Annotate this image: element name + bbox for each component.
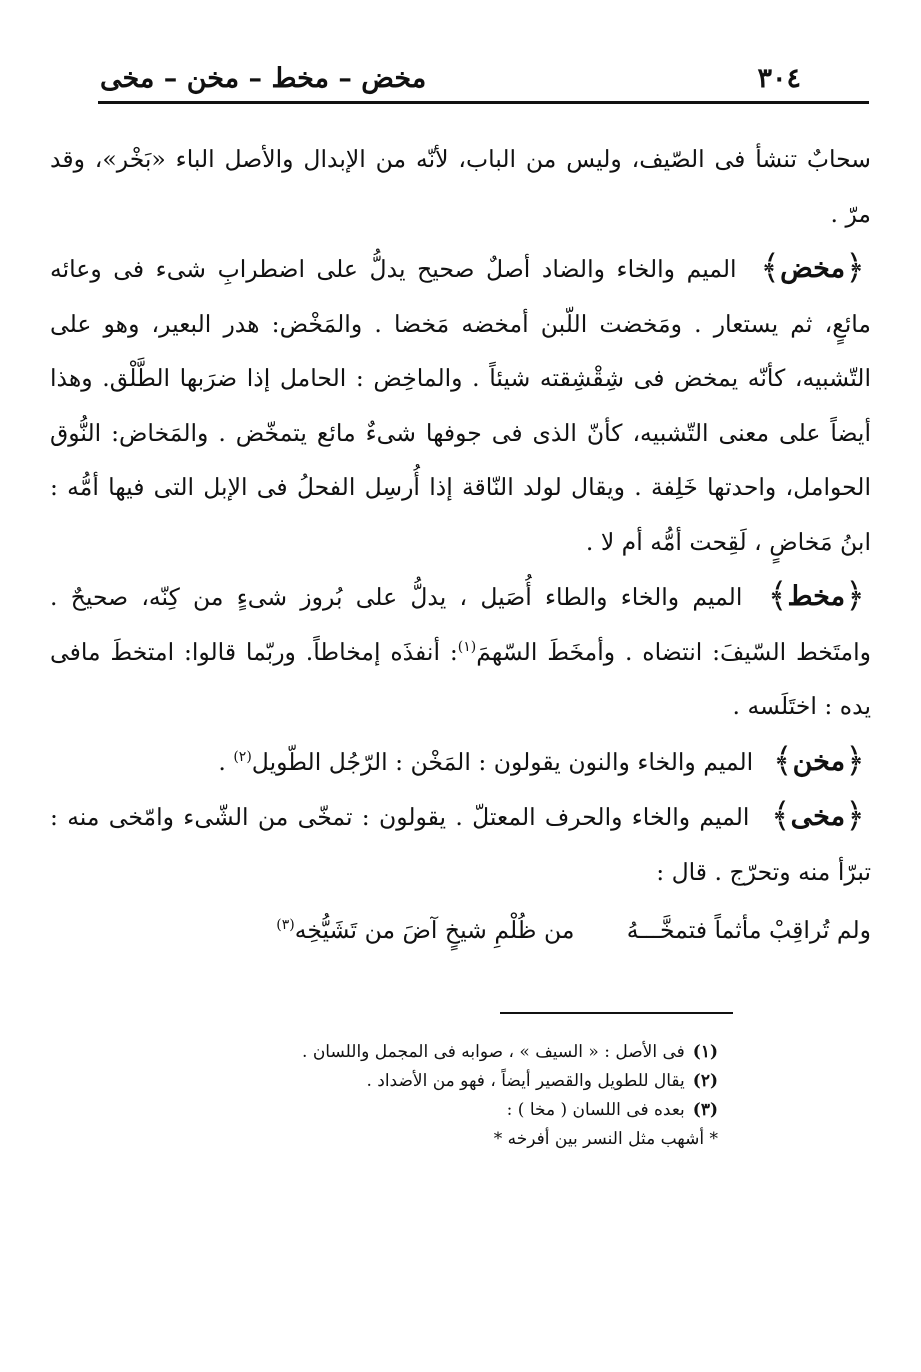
footnote-2: (٢)يقال للطويل والقصير أيضاً ، فهو من الأضداد . <box>366 1071 718 1091</box>
intro-line-1: سحابٌ تنشأ فى الصّيف، وليس من الباب، لأنّه من الإبدال والأصل الباء «بَخْر»، <box>94 145 871 173</box>
page-number: ٣٠٤ <box>757 62 801 94</box>
entry-makhat-text: الميم والخاء والطاء أُصَيل ، يدلُّ على بُروز شىءٍ من كِنّه، صحيحٌ . وامتَخط السّيفَ: انتضاه . وأمخَطَ السّهمَ <box>50 583 872 666</box>
footnote-mark-1: (١) <box>457 638 477 655</box>
footnote-1: (١)فى الأصل : « السيف » ، صوابه فى المجمل واللسان . <box>302 1042 718 1062</box>
headword-makhan: ﴿مخن﴾ <box>772 740 865 781</box>
footnote-mark-3: (٣) <box>276 917 295 934</box>
footnote-rule <box>500 1012 733 1014</box>
main-text <box>50 132 871 958</box>
footnotes <box>60 1038 718 1154</box>
header-rule <box>98 101 869 104</box>
entry-makhad-text: الميم والخاء والضاد أصلٌ صحيح يدلُّ على اضطرابِ شىء فى وعائه مائعٍ، ثم يستعار . ومَخضت اللّبن أمخضه مَخضا . والمَخْض: هدر البعير، وهو على التّشبيه، كأنّه يمخض فى شِقْشِقته شيئاً . والماخِض : الحامل إذا ضرَبها الطَّلْق. وهذا أيضاً على معنى التّشبيه، كأنّ الذى فى جوفها شىءٌ مائع يتمخّض . والمَخاض: النُّوق الحوامل، واحدتها خَلِفة . ويقال لولد النّاقة إذا أُرسِل الفحلُ فى الإبل التى فيها أمُّه : ابنُ مَخاضٍ ، لَقِحت أمُّه أم لا . <box>50 255 871 556</box>
verse-first-hemistich: ولم تُراقِبْ مأثماً فتمخَّـــهُ <box>626 916 871 944</box>
verse-second-hemistich: من ظُلْمِ شيخٍ آضَ من تَشَيُّخِه <box>294 916 575 944</box>
intro-paragraph <box>50 132 871 241</box>
intro-line-2: وقد مرّ . <box>50 145 871 228</box>
entry-makhan-text: الميم والخاء والنون يقولون : المَخْن : الرّجُل الطّويل <box>251 747 754 776</box>
footnote-3: (٣)بعده فى اللسان ( مخا ) : <box>506 1100 718 1120</box>
headword-makha: ﴿مخى﴾ <box>770 796 865 836</box>
entry-makhad <box>50 241 871 569</box>
entry-makhan <box>50 734 871 790</box>
poem-verse <box>50 903 871 958</box>
footnote-verse: * أشهب مثل النسر بين أفرخه * <box>493 1129 718 1149</box>
entry-makhat-text-cont: : أنفذَه إمخاطاً. وربّما قالوا: امتخطَ مافى يده : اختَلَسه . <box>50 637 871 720</box>
footnote-mark-2: (٢) <box>233 748 252 765</box>
entry-makha-text: الميم والخاء والحرف المعتلّ . يقولون : تمخّى من الشّىء وامّخى منه : تبرّأ منه وتحرّج . قال : <box>50 803 871 886</box>
running-title: مخض – مخط – مخن – مخى <box>100 62 427 94</box>
page-header <box>100 58 801 98</box>
headword-makhat: ﴿مخط﴾ <box>767 576 865 616</box>
entry-makhat <box>50 569 871 734</box>
entry-makhan-text-cont: . <box>218 747 234 776</box>
entry-makha <box>50 789 871 899</box>
headword-makhad: ﴿مخض﴾ <box>760 248 865 288</box>
